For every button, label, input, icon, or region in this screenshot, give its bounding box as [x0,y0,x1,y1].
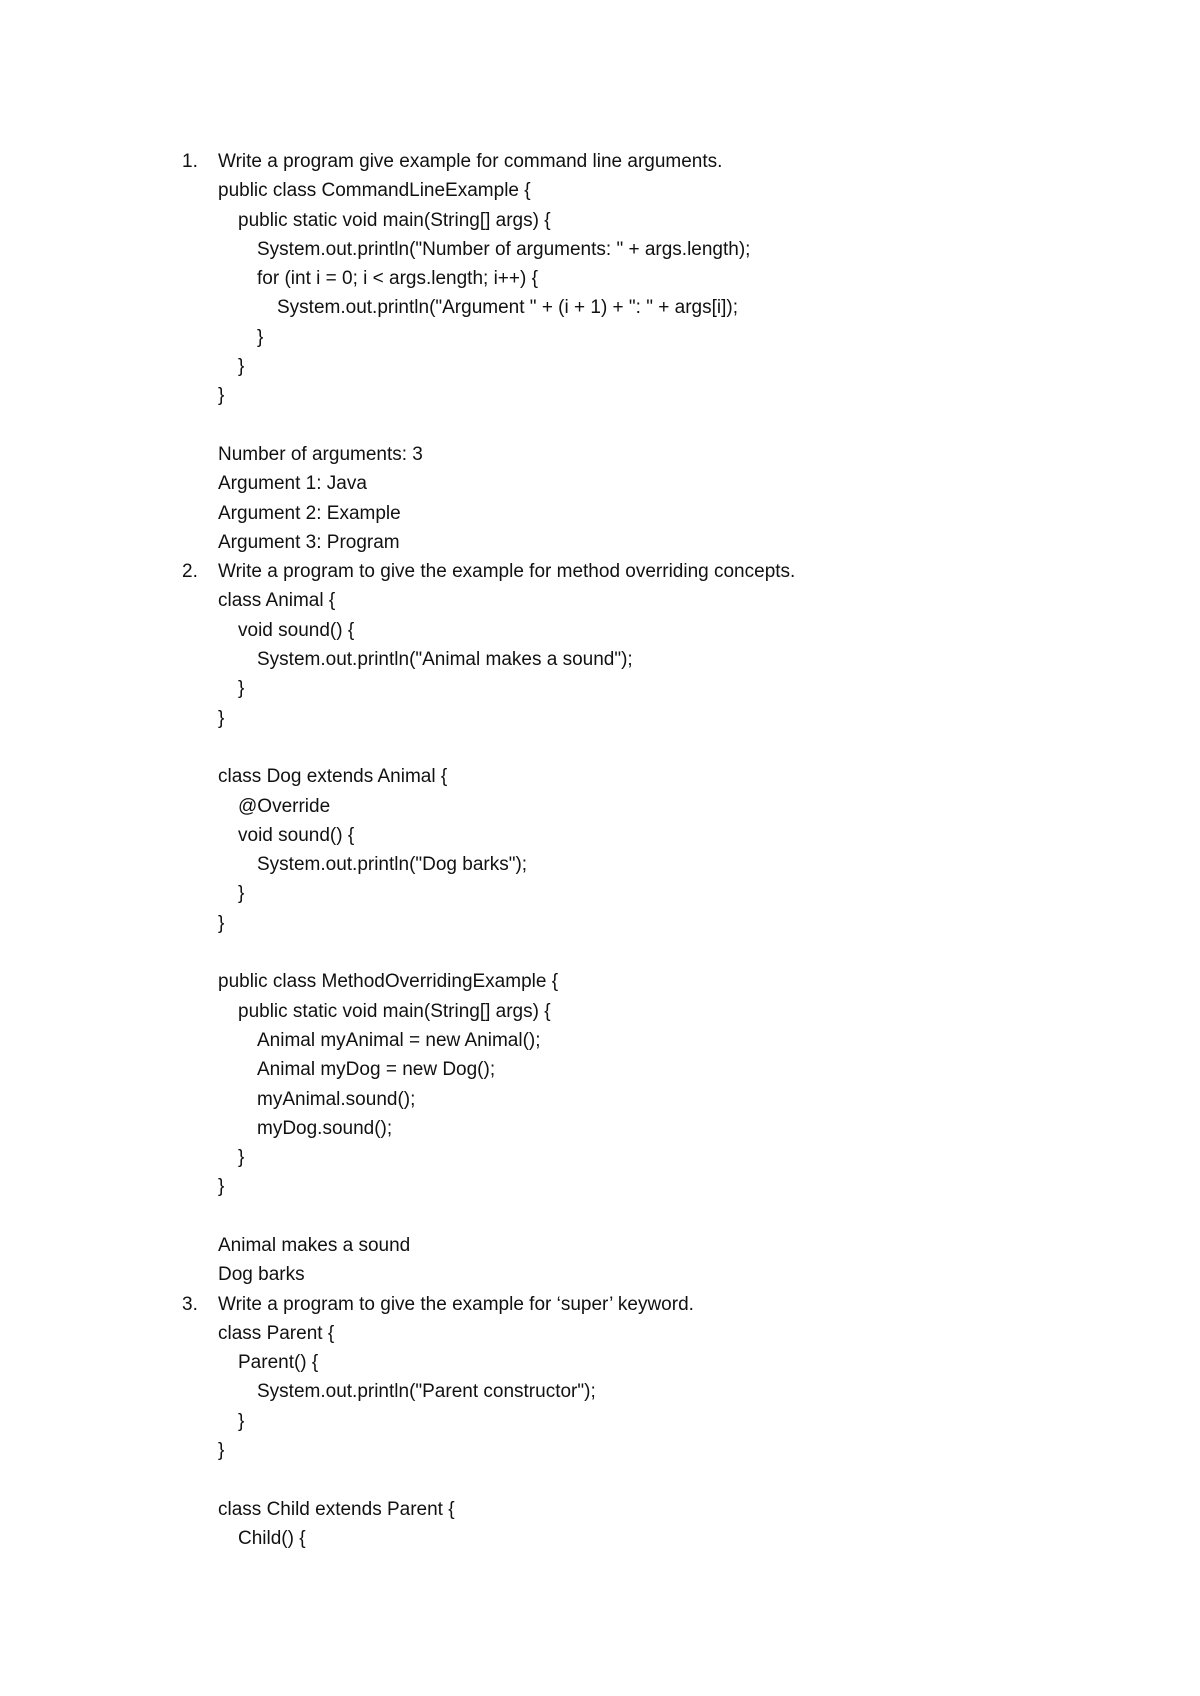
code-line-text: Child() { [238,1527,306,1549]
section-heading-text: Write a program give example for command line arguments. [218,151,723,172]
output-line [182,1260,1082,1289]
code-line [182,411,1082,440]
code-line [182,967,1082,996]
code-line [182,1377,1082,1406]
output-line-text: Argument 3: Program [218,531,400,553]
output-line [182,469,1082,498]
code-line-text: System.out.println("Number of arguments: " + args.length); [257,238,751,260]
code-line [182,352,1082,381]
code-line-text: System.out.println("Dog barks"); [257,854,528,876]
code-line [182,616,1082,645]
code-line-text: public static void main(String[] args) { [238,209,551,231]
code-line [182,909,1082,938]
code-line [182,1172,1082,1201]
section-heading [182,557,1082,586]
section-heading [182,1290,1082,1319]
code-line-text: public class CommandLineExample { [218,180,531,202]
code-line [182,850,1082,879]
code-line [182,1436,1082,1465]
code-line-text: void sound() { [238,824,355,846]
code-line-text: System.out.println("Parent constructor"); [257,1381,596,1403]
document-body [182,147,1082,1553]
section-heading-text: Write a program to give the example for ‘super’ keyword. [218,1293,694,1315]
output-line-text: Argument 2: Example [218,502,401,524]
code-line [182,293,1082,322]
output-line [182,528,1082,557]
code-line-text: Animal myAnimal = new Animal(); [257,1029,541,1051]
code-line [182,645,1082,674]
code-line-text: } [218,1176,225,1198]
code-line [182,1407,1082,1436]
code-line [182,1026,1082,1055]
code-line [182,1114,1082,1143]
code-line-text: } [238,883,245,905]
code-line [182,381,1082,410]
code-line [182,235,1082,264]
output-line [182,1231,1082,1260]
code-line-text: } [218,912,225,934]
code-line-text: System.out.println("Animal makes a sound"); [257,649,633,671]
code-line-text: class Dog extends Animal { [218,766,448,788]
code-line-text: } [238,678,245,700]
code-line-text: for (int i = 0; i < args.length; i++) { [257,268,538,290]
code-line-text: System.out.println("Argument " + (i + 1) + ": " + args[i]); [277,297,738,319]
code-line [182,1085,1082,1114]
output-line-text: Dog barks [218,1264,305,1286]
code-line [182,1348,1082,1377]
code-line [182,938,1082,967]
code-line [182,1465,1082,1494]
code-line [182,323,1082,352]
output-line-text: Argument 1: Java [218,473,367,495]
code-line [182,586,1082,615]
code-line-text: public class MethodOverridingExample { [218,971,559,993]
code-line-text: } [238,1147,245,1169]
code-line-text: } [218,1440,225,1462]
code-line [182,674,1082,703]
code-line [182,1319,1082,1348]
code-line [182,264,1082,293]
code-line [182,792,1082,821]
code-line [182,821,1082,850]
code-line-text: class Parent { [218,1322,335,1344]
code-line [182,1524,1082,1553]
code-line-text: class Child extends Parent { [218,1498,455,1520]
code-line [182,206,1082,235]
output-line-text: Animal makes a sound [218,1234,411,1256]
code-line-text: } [257,326,264,348]
output-line-text: Number of arguments: 3 [218,443,423,465]
code-line [182,1202,1082,1231]
section-number: 3. [182,1293,198,1315]
code-line-text: } [218,707,225,729]
output-line [182,440,1082,469]
section-number: 1. [182,151,198,172]
section-heading-text: Write a program to give the example for method overriding concepts. [218,561,796,583]
code-line-text: Parent() { [238,1352,319,1374]
code-line [182,704,1082,733]
section-number: 2. [182,561,198,583]
code-line-text: public static void main(String[] args) { [238,1000,551,1022]
section-heading [182,147,1082,176]
code-line [182,997,1082,1026]
code-line-text: } [218,385,225,407]
code-line-text: @Override [238,795,331,817]
code-line-text: class Animal { [218,590,336,612]
code-line [182,1055,1082,1084]
code-line-text: myDog.sound(); [257,1117,393,1139]
code-line-text: } [238,356,245,378]
code-line [182,733,1082,762]
code-line [182,1143,1082,1172]
code-line [182,762,1082,791]
code-line [182,1495,1082,1524]
code-line-text: myAnimal.sound(); [257,1088,416,1110]
code-line [182,176,1082,205]
output-line [182,499,1082,528]
code-line-text: Animal myDog = new Dog(); [257,1059,496,1081]
code-line [182,879,1082,908]
code-line-text: void sound() { [238,619,355,641]
code-line-text: } [238,1410,245,1432]
